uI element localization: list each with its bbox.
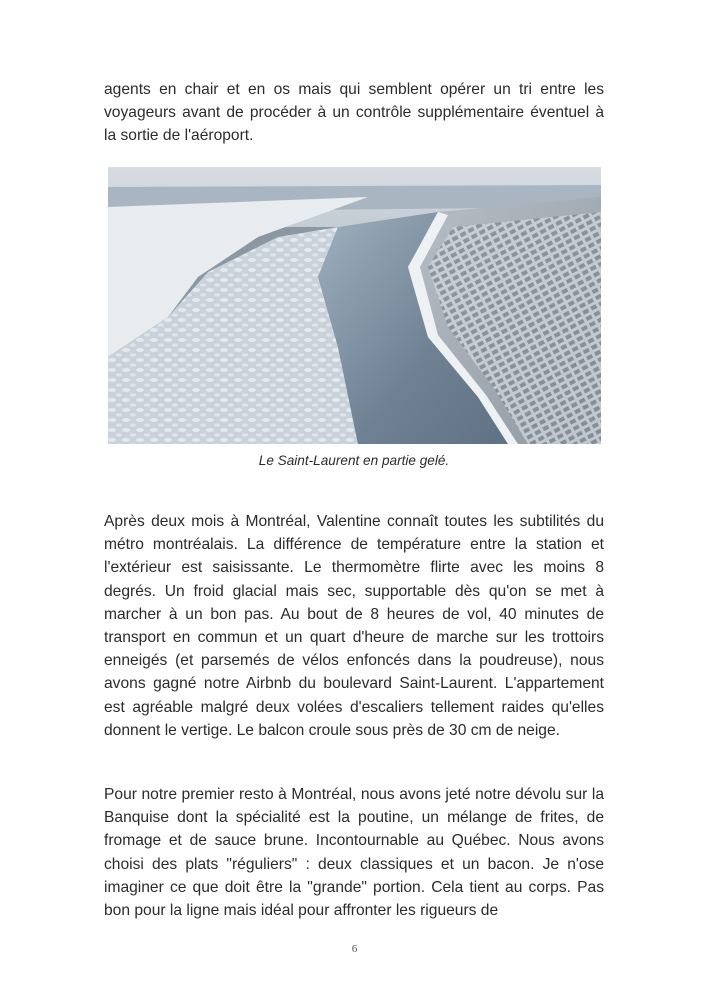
page-number: 6 bbox=[351, 943, 358, 955]
paragraph-resto: Pour notre premier resto à Montréal, nous avons jeté notre dévolu sur la Banquise dont la spécialité est la poutine, un mélange de frites, de fromage et de sauce brune. Incontournable au Québec. Nous avons choisi des plats "réguliers" : deux classiques et un bacon. Je n'ose imaginer ce que doit être la "grande" portion. Cela tient au corps. Pas bon pour la ligne mais idéal pour affronter les rigueurs de bbox=[104, 786, 604, 920]
photo-saint-laurent bbox=[108, 167, 601, 444]
figure-caption: Le Saint-Laurent en partie gelé. bbox=[258, 453, 450, 468]
paragraph-metro: Après deux mois à Montréal, Valentine connaît toutes les subtilités du métro montréalais. La différence de température entre la station et l'extérieur est saisissante. Le thermomètre flirte avec les moins 8 degrés. Un froid glacial mais sec, supportable dès qu'on se met à marcher à un bon pas. Au bout de 8 heures de vol, 40 minutes de transport en commun et un quart d'heure de marche sur les trottoirs enneigés (et parsemés de vélos enfoncés dans la poudreuse), nous avons gagné notre Airbnb du boulevard Saint-Laurent. L'appartement est agréable malgré deux volées d'escaliers tellement raides qu'elles donnent le vertige. Le balcon croule sous près de 30 cm de neige. bbox=[104, 513, 604, 739]
paragraph-intro: agents en chair et en os mais qui semblent opérer un tri entre les voyageurs avant de procéder à un contrôle supplémentaire éventuel à la sortie de l'aéroport. bbox=[104, 81, 604, 145]
